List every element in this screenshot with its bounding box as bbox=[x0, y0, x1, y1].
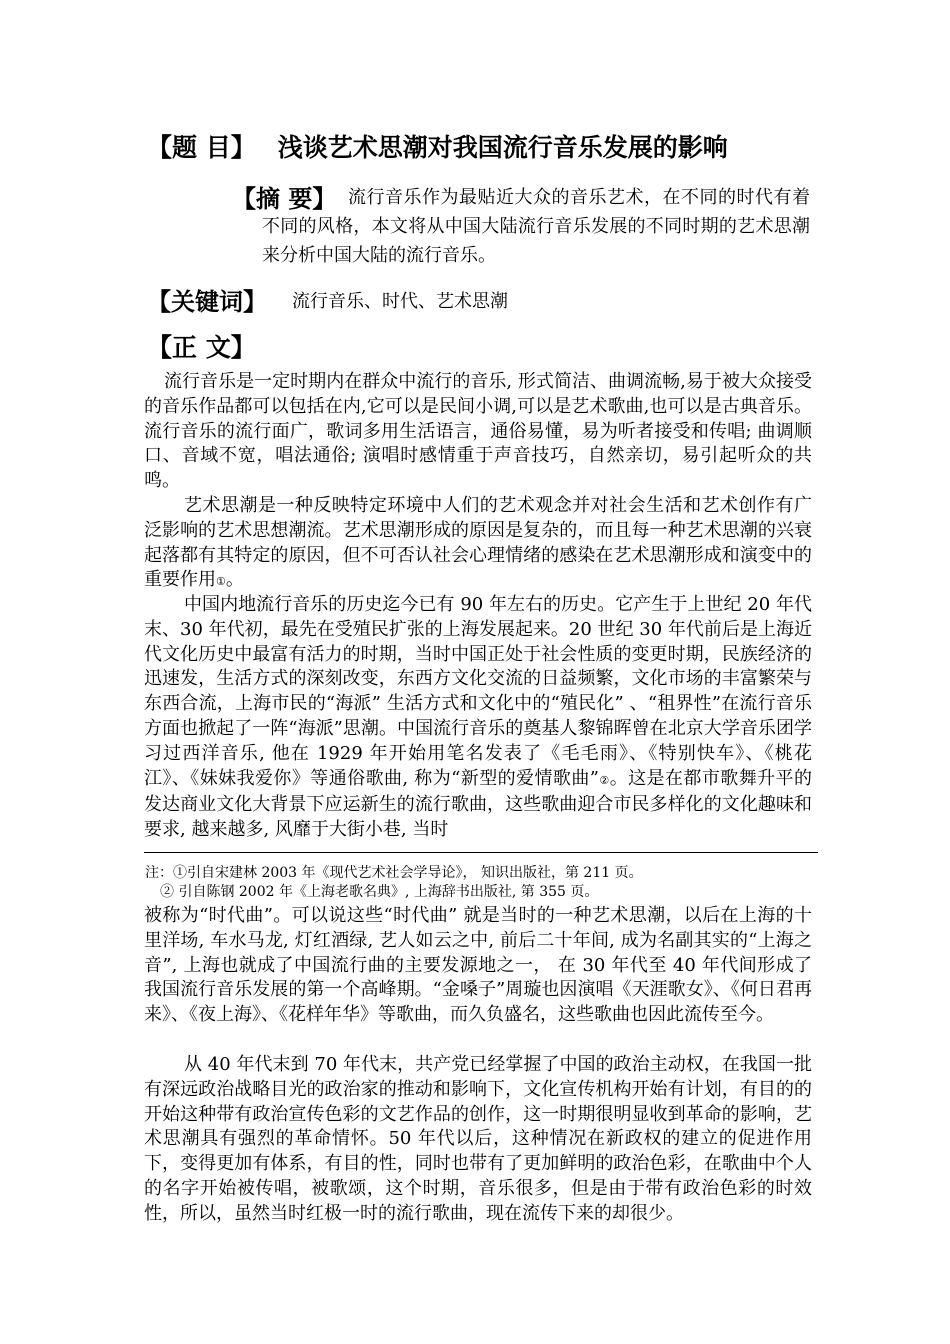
paragraph-2-text: 艺术思潮是一种反映特定环境中人们的艺术观念并对社会生活和艺术创作有广泛影响的艺术思想潮流。艺术思潮形成的原因是复杂的，而且每一种艺术思潮的兴衰起落都有其特定的原因，但不可否认社会心理情绪的感染在艺术思潮形成和演变中的重要作用 bbox=[144, 495, 812, 591]
body-label: 【正 文】 bbox=[147, 333, 256, 362]
paragraph-2-end: 。 bbox=[225, 569, 244, 591]
body-paragraph-3 bbox=[144, 593, 812, 843]
body-paragraph-1: 流行音乐是一定时期内在群众中流行的音乐, 形式简洁、曲调流畅,易于被大众接受的音乐作品都可以包括在内,它可以是民间小调,可以是艺术歌曲,也可以是古典音乐。流行音乐的流行面广，歌词多用生活语言，通俗易懂，易为听者接受和传唱; 曲调顺口、音域不宽，唱法通俗; 演唱时感情重于声音技巧，自然亲切，易引起听众的共鸣。 bbox=[144, 371, 812, 492]
footnote-1: 注：①引自宋建林 2003 年《现代艺术社会学导论》， 知识出版社，第 211 页。 bbox=[145, 865, 643, 881]
abstract-label: 【摘 要】 bbox=[232, 185, 337, 213]
title-text: 浅谈艺术思潮对我国流行音乐发展的影响 bbox=[277, 133, 728, 162]
footnote-ref-2: ② bbox=[598, 773, 610, 787]
title-label: 【题 目】 bbox=[147, 133, 256, 162]
paragraph-3-end: 。这是在都市歌舞升平的发达商业文化大背景下应运新生的流行歌曲，这些歌曲迎合市民多样化的文化趣味和要求, 越来越多, 风靡于大街小巷, 当时 bbox=[144, 767, 812, 841]
keywords-label: 【关键词】 bbox=[147, 288, 267, 316]
footnote-2: ② 引自陈钢 2002 年《上海老歌名典》, 上海辞书出版社, 第 355 页。 bbox=[160, 884, 599, 900]
keywords-text: 流行音乐、时代、艺术思潮 bbox=[292, 291, 508, 312]
footnote-ref-1: ① bbox=[216, 575, 226, 589]
body-paragraph-4: 被称为“时代曲”。可以说这些“时代曲” 就是当时的一种艺术思潮，以后在上海的十里洋场, 车水马龙, 灯红酒绿, 艺人如云之中, 前后二十年间, 成为名副其实的“上海之音”, 上海也就成了中国流行曲的主要发源地之一， 在 30 年代至 40 年代间形成了我国流行音乐发展的第一个高峰期。“金嗓子”周璇也因演唱《天涯歌女》、《何日君再来》、《夜上海》、《花样年华》等歌曲，而久负盛名，这些歌曲也因此流传至今。 bbox=[144, 905, 812, 1026]
footnote-divider bbox=[144, 852, 818, 853]
abstract-text: 流行音乐作为最贴近大众的音乐艺术，在不同的时代有着不同的风格，本文将从中国大陆流行音乐发展的不同时期的艺术思潮来分析中国大陆的流行音乐。 bbox=[262, 187, 810, 266]
body-paragraph-2 bbox=[144, 494, 812, 595]
body-paragraph-5: 从 40 年代末到 70 年代末，共产党已经掌握了中国的政治主动权，在我国一批有深远政治战略目光的政治家的推动和影响下，文化宣传机构开始有计划，有目的的开始这种带有政治宣传色彩的文艺作品的创作，这一时期很明显收到革命的影响，艺术思潮具有强烈的革命情怀。50 年代以后，这种情况在新政权的建立的促进作用下，变得更加有体系，有目的性，同时也带有了更加鲜明的政治色彩，在歌曲中个人的名字开始被传唱，被歌颂，这个时期，音乐很多，但是由于带有政治色彩的时效性，所以，虽然当时红极一时的流行歌曲，现在流传下来的却很少。 bbox=[144, 1054, 812, 1224]
paragraph-3-text: 中国内地流行音乐的历史迄今已有 90 年左右的历史。它产生于上世纪 20 年代末、30 年代初，最先在受殖民扩张的上海发展起来。20 世纪 30 年代前后是上海近代文化历史中最富有活力的时期，当时中国正处于社会性质的变更时期，民族经济的迅速发，生活方式的深刻改变，东西方文化交流的日益频繁，文化市场的丰富繁荣与东西合流，上海市民的“海派” 生活方式和文化中的“殖民化” 、“租界性”在流行音乐方面也掀起了一阵“海派”思潮。中国流行音乐的奠基人黎锦晖曾在北京大学音乐团学习过西洋音乐, 他在 1929 年开始用笔名发表了《毛毛雨》、《特别快车》、《桃花江》、《妹妹我爱你》等通俗歌曲, 称为“新型的爱情歌曲” bbox=[144, 594, 812, 789]
title-heading bbox=[147, 128, 728, 164]
